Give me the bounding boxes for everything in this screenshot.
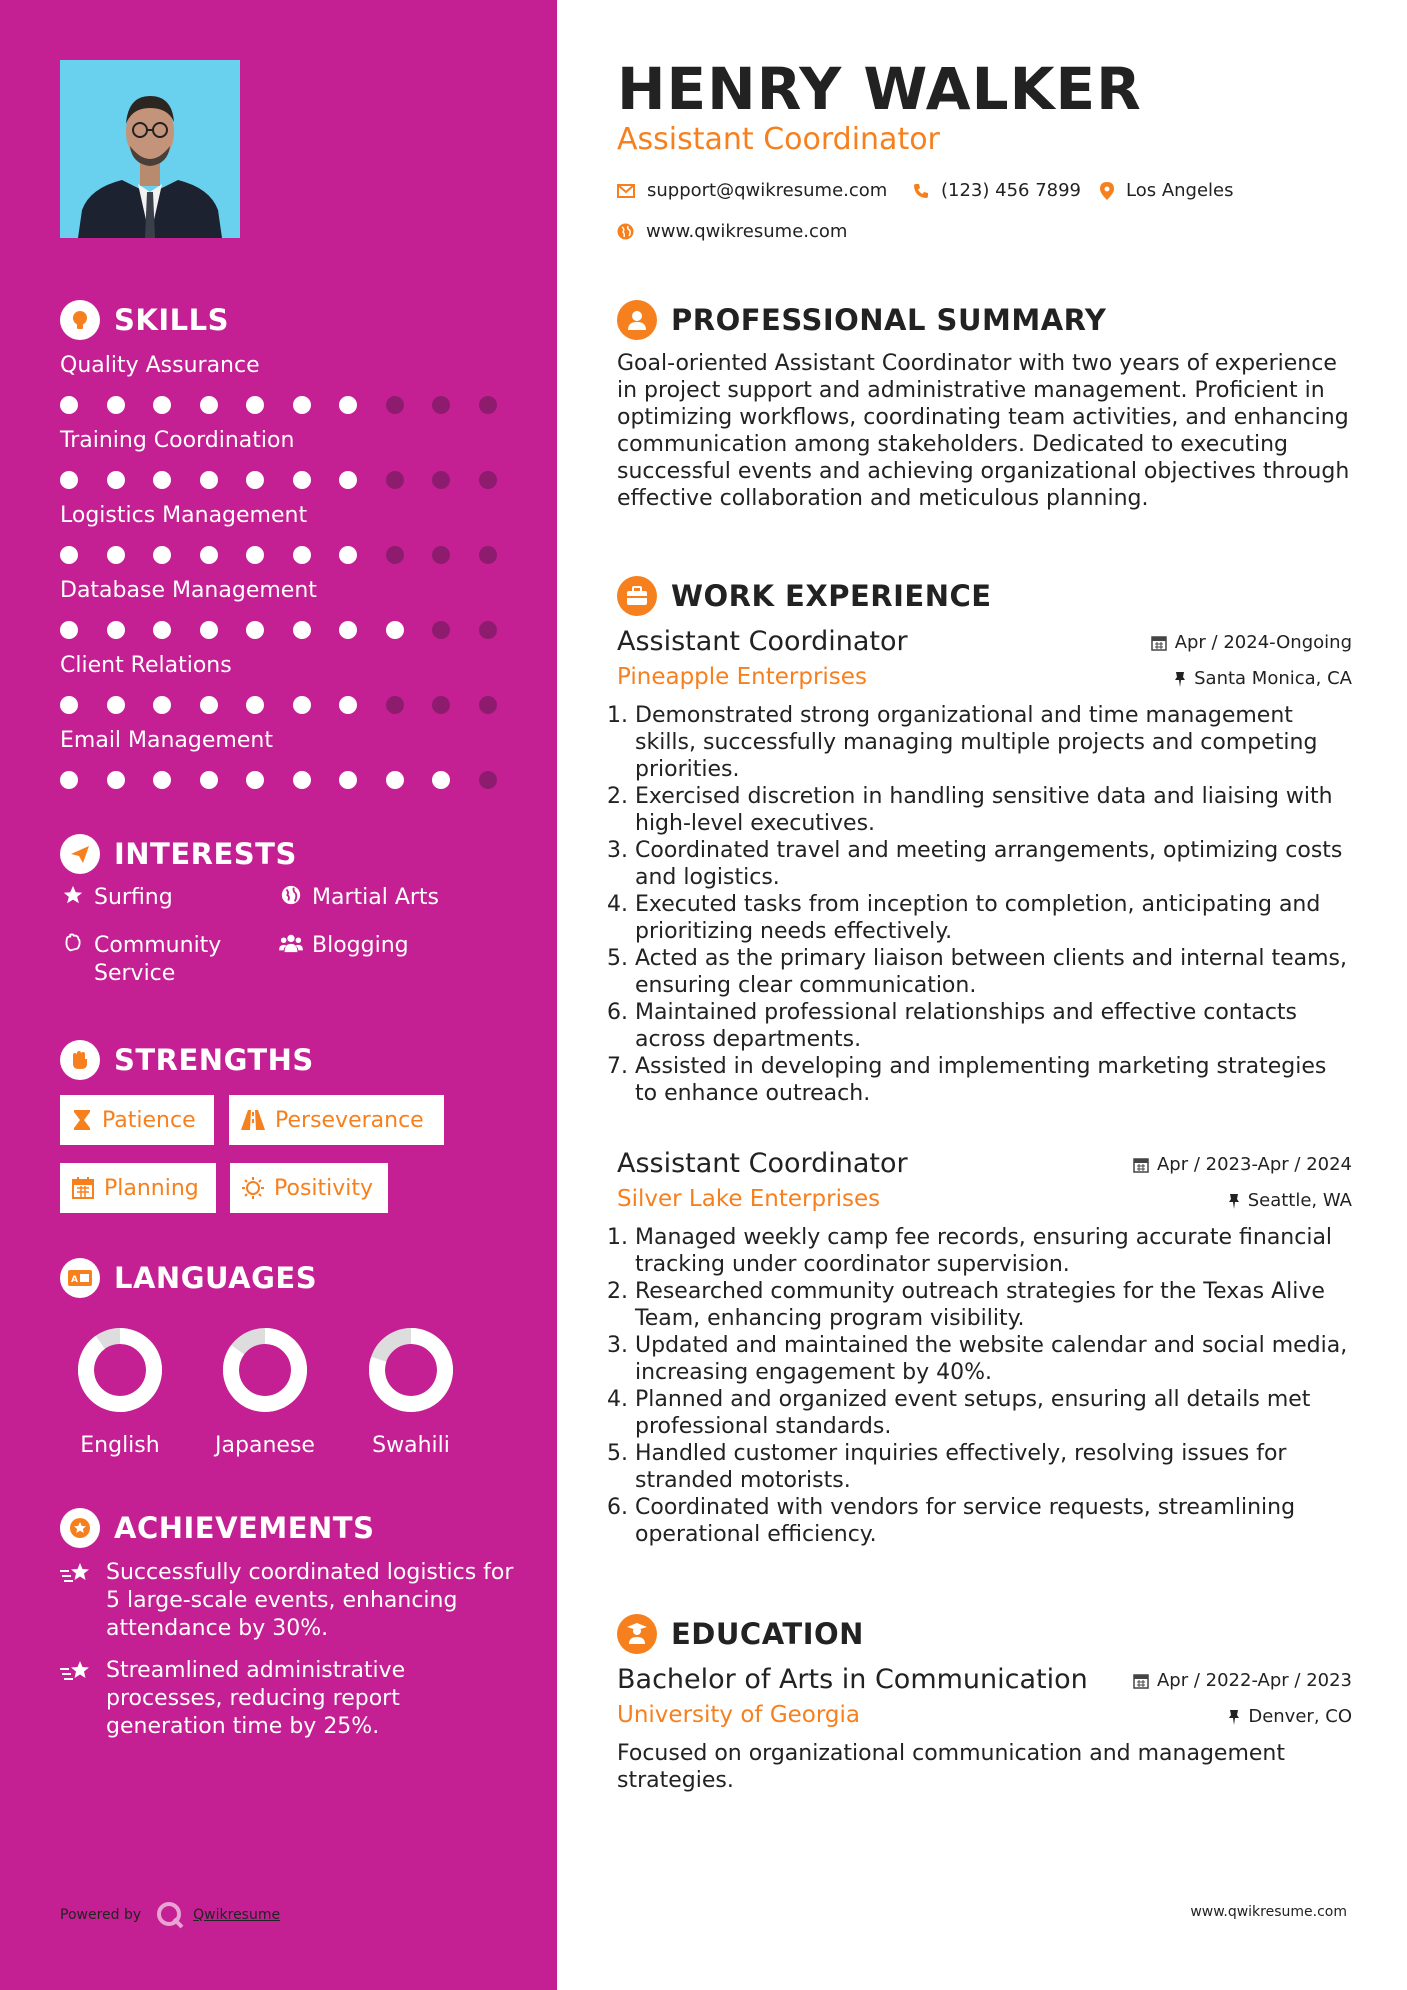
job-company: Pineapple Enterprises <box>617 664 867 690</box>
contact-phone <box>913 180 1081 201</box>
job-bullet: 4. Planned and organized event setups, ensuring all details met professional standards. <box>635 1386 1352 1440</box>
skill-rating <box>60 471 520 491</box>
job-bullet: 3. Coordinated travel and meeting arrangements, optimizing costs and logistics. <box>635 837 1352 891</box>
contact-email <box>617 180 887 201</box>
globe-icon <box>617 223 634 240</box>
sun-icon <box>242 1177 264 1199</box>
calendar-icon <box>1133 1157 1149 1173</box>
rating-dot-filled <box>107 396 125 414</box>
language-donut <box>351 1325 471 1415</box>
skill-rating <box>60 621 520 641</box>
job-dates-text: Apr / 2024-Ongoing <box>1174 632 1352 653</box>
strength-tag <box>60 1095 214 1145</box>
rating-dot-filled <box>200 546 218 564</box>
skill-name: Logistics Management <box>60 503 308 528</box>
user-icon <box>617 300 657 340</box>
job-location <box>1174 668 1352 689</box>
interest-item <box>60 932 260 988</box>
rating-dot-empty <box>432 621 450 639</box>
job-bullets <box>617 702 1352 1107</box>
job-bullet: 4. Executed tasks from inception to completion, anticipating and prioritizing needs effectively. <box>635 891 1352 945</box>
rating-dot-filled <box>246 696 264 714</box>
group-icon <box>278 932 304 962</box>
hourglass-icon <box>72 1109 92 1131</box>
website-text[interactable]: www.qwikresume.com <box>646 221 848 242</box>
language-item <box>60 1325 180 1458</box>
skill-name: Training Coordination <box>60 428 295 453</box>
rating-dot-filled <box>60 471 78 489</box>
rating-dot-filled <box>60 396 78 414</box>
rating-dot-empty <box>479 546 497 564</box>
languages-heading <box>60 1258 317 1298</box>
rating-dot-empty <box>432 471 450 489</box>
education-dates <box>1133 1670 1352 1691</box>
rating-dot-filled <box>107 471 125 489</box>
skill-item <box>60 428 520 491</box>
job-location <box>1228 1190 1352 1211</box>
phone-text[interactable]: (123) 456 7899 <box>941 180 1082 201</box>
achievements-heading <box>60 1508 374 1548</box>
skill-item <box>60 653 520 716</box>
main-content <box>557 0 1407 1990</box>
rating-dot-filled <box>200 471 218 489</box>
skills-heading <box>60 300 229 340</box>
rating-dot-filled <box>246 396 264 414</box>
lightbulb-icon <box>60 300 100 340</box>
rating-dot-empty <box>479 471 497 489</box>
education-description: Focused on organizational communication and management strategies. <box>617 1741 1285 1793</box>
strength-label: Planning <box>104 1175 199 1201</box>
calendar-icon <box>1151 635 1167 651</box>
job-bullet: 6. Maintained professional relationships and effective contacts across departments. <box>635 999 1352 1053</box>
strength-tag <box>60 1163 216 1213</box>
rating-dot-filled <box>339 546 357 564</box>
skill-item <box>60 503 520 566</box>
rating-dot-filled <box>386 771 404 789</box>
envelope-icon <box>617 184 635 198</box>
skill-rating <box>60 771 520 791</box>
rating-dot-empty <box>479 696 497 714</box>
job-bullet: 5. Handled customer inquiries effectively, resolving issues for stranded motorists. <box>635 1440 1352 1494</box>
rating-dot-filled <box>293 696 311 714</box>
education-location <box>1228 1706 1352 1727</box>
rating-dot-filled <box>107 771 125 789</box>
job-title: Assistant Coordinator <box>617 626 908 657</box>
rating-dot-filled <box>293 621 311 639</box>
map-pin-icon <box>1100 182 1114 200</box>
rating-dot-empty <box>479 771 497 789</box>
globe-icon <box>278 884 304 914</box>
qwikresume-logo-icon <box>155 1900 185 1930</box>
strengths-heading <box>60 1040 314 1080</box>
rating-dot-empty <box>386 696 404 714</box>
achievement-item <box>60 1657 520 1741</box>
rating-dot-filled <box>339 696 357 714</box>
rating-dot-filled <box>293 396 311 414</box>
rating-dot-filled <box>107 546 125 564</box>
rating-dot-filled <box>200 396 218 414</box>
paper-plane-icon <box>60 834 100 874</box>
interests-heading <box>60 834 297 874</box>
graduation-icon <box>617 1614 657 1654</box>
pin-icon <box>1174 671 1186 687</box>
education-entry <box>617 1664 1352 1794</box>
interests-title: INTERESTS <box>114 837 297 871</box>
job-bullet: 7. Assisted in developing and implementing marketing strategies to enhance outreach. <box>635 1053 1352 1107</box>
rating-dot-filled <box>60 546 78 564</box>
strength-label: Perseverance <box>275 1107 424 1133</box>
experience-heading <box>617 576 992 616</box>
job-bullet: 3. Updated and maintained the website calendar and social media, increasing engagement by 40%. <box>635 1332 1352 1386</box>
interest-item <box>278 932 518 962</box>
contact-location <box>1100 180 1234 201</box>
achievement-item <box>60 1559 520 1643</box>
job-bullet: 1. Managed weekly camp fee records, ensuring accurate financial tracking under coordinator supervision. <box>635 1224 1352 1278</box>
summary-text: Goal-oriented Assistant Coordinator with two years of experience in project support and administrative management. Proficient in optimizing workflows, coordinating team activities, and enhancing communication among stakeholders. Dedicated to executing successful events and achieving organizational objectives through effective collaboration and meticulous planning. <box>617 351 1350 511</box>
achievement-text: Streamlined administrative processes, reducing report generation time by 25%. <box>106 1658 406 1739</box>
job-bullet: 1. Demonstrated strong organizational and time management skills, successfully managing multiple projects and competing priorities. <box>635 702 1352 783</box>
language-name: English <box>80 1433 160 1458</box>
calendar-icon <box>1133 1673 1149 1689</box>
qwikresume-link[interactable]: Qwikresume <box>193 1907 281 1923</box>
summary-title: PROFESSIONAL SUMMARY <box>671 303 1107 337</box>
achievements-title: ACHIEVEMENTS <box>114 1511 375 1545</box>
rating-dot-filled <box>153 396 171 414</box>
rating-dot-filled <box>246 471 264 489</box>
candidate-role: Assistant Coordinator <box>617 122 940 157</box>
skill-item <box>60 353 520 416</box>
rating-dot-filled <box>107 621 125 639</box>
email-text[interactable]: support@qwikresume.com <box>647 180 888 201</box>
pin-icon <box>1228 1193 1240 1209</box>
rating-dot-filled <box>246 546 264 564</box>
experience-title: WORK EXPERIENCE <box>671 579 992 613</box>
pin-icon <box>1228 1709 1240 1725</box>
location-text: Los Angeles <box>1126 180 1234 201</box>
powered-by-label: Powered by <box>60 1907 142 1923</box>
skill-name: Email Management <box>60 728 273 753</box>
interest-label: Community Service <box>94 933 222 986</box>
skill-rating <box>60 396 520 416</box>
rating-dot-filled <box>339 771 357 789</box>
footer-url[interactable]: www.qwikresume.com <box>1190 1904 1347 1920</box>
rating-dot-filled <box>60 771 78 789</box>
rating-dot-filled <box>246 771 264 789</box>
job-dates-text: Apr / 2023-Apr / 2024 <box>1156 1154 1352 1175</box>
hand-icon <box>60 932 86 988</box>
rating-dot-filled <box>293 771 311 789</box>
rating-dot-filled <box>153 696 171 714</box>
rating-dot-filled <box>60 696 78 714</box>
rating-dot-empty <box>432 546 450 564</box>
rating-dot-filled <box>200 696 218 714</box>
job-bullet: 6. Coordinated with vendors for service requests, streamlining operational efficiency. <box>635 1494 1352 1548</box>
road-icon <box>241 1110 265 1130</box>
rating-dot-filled <box>293 471 311 489</box>
job-entry <box>617 1148 1352 1548</box>
rating-dot-filled <box>432 771 450 789</box>
language-donut <box>60 1325 180 1415</box>
skill-rating <box>60 546 520 566</box>
job-entry <box>617 626 1352 1107</box>
rating-dot-filled <box>107 696 125 714</box>
interest-label: Martial Arts <box>312 885 440 910</box>
powered-by <box>60 1900 280 1930</box>
language-donut-fill <box>86 1336 154 1404</box>
rating-dot-filled <box>200 771 218 789</box>
strengths-title: STRENGTHS <box>114 1043 314 1077</box>
rating-dot-empty <box>386 396 404 414</box>
job-dates <box>1151 632 1352 653</box>
rating-dot-filled <box>339 396 357 414</box>
strength-label: Patience <box>102 1107 196 1133</box>
svg-text:A: A <box>71 1275 78 1285</box>
job-bullets <box>617 1224 1352 1548</box>
rating-dot-empty <box>479 396 497 414</box>
profile-photo <box>60 60 240 238</box>
rating-dot-filled <box>153 621 171 639</box>
skill-rating <box>60 696 520 716</box>
candidate-name: HENRY WALKER <box>617 55 1142 123</box>
interest-item <box>278 884 518 914</box>
education-dates-text: Apr / 2022-Apr / 2023 <box>1156 1670 1352 1691</box>
rating-dot-filled <box>153 546 171 564</box>
achievement-text: Successfully coordinated logistics for 5 large-scale events, enhancing attendance by 30%. <box>106 1560 514 1641</box>
education-school: University of Georgia <box>617 1702 860 1728</box>
skill-name: Database Management <box>60 578 317 603</box>
rating-dot-filled <box>386 621 404 639</box>
rating-dot-empty <box>386 471 404 489</box>
rating-dot-filled <box>153 471 171 489</box>
job-dates <box>1133 1154 1352 1175</box>
rating-dot-filled <box>153 771 171 789</box>
job-title: Assistant Coordinator <box>617 1148 908 1179</box>
education-degree: Bachelor of Arts in Communication <box>617 1664 1088 1695</box>
rating-dot-empty <box>432 396 450 414</box>
language-donut <box>205 1325 325 1415</box>
rating-dot-empty <box>386 546 404 564</box>
rating-dot-empty <box>479 621 497 639</box>
calendar-icon <box>72 1177 94 1199</box>
rating-dot-filled <box>339 471 357 489</box>
strength-tag <box>229 1095 444 1145</box>
rating-dot-filled <box>200 621 218 639</box>
skill-item <box>60 728 520 791</box>
strength-label: Positivity <box>274 1175 374 1201</box>
languages-title: LANGUAGES <box>114 1261 318 1295</box>
language-name: Swahili <box>372 1433 450 1458</box>
rating-dot-filled <box>60 621 78 639</box>
skill-name: Client Relations <box>60 653 232 678</box>
education-location-text: Denver, CO <box>1248 1706 1352 1727</box>
rating-dot-empty <box>432 696 450 714</box>
education-title: EDUCATION <box>671 1617 864 1651</box>
job-location-text: Santa Monica, CA <box>1194 668 1352 689</box>
job-company: Silver Lake Enterprises <box>617 1186 881 1212</box>
rating-dot-filled <box>246 621 264 639</box>
language-name: Japanese <box>215 1433 315 1458</box>
summary-heading <box>617 300 1106 340</box>
sidebar <box>0 0 557 1990</box>
language-icon <box>60 1258 100 1298</box>
education-heading <box>617 1614 864 1654</box>
job-location-text: Seattle, WA <box>1247 1190 1352 1211</box>
job-bullet: 2. Researched community outreach strategies for the Texas Alive Team, enhancing program visibility. <box>635 1278 1352 1332</box>
contact-website <box>617 221 847 242</box>
job-bullet: 2. Exercised discretion in handling sensitive data and liaising with high-level executives. <box>635 783 1352 837</box>
star-icon <box>60 884 86 914</box>
interest-label: Surfing <box>94 885 173 910</box>
strength-tag <box>230 1163 388 1213</box>
job-bullet: 5. Acted as the primary liaison between clients and internal teams, ensuring clear communication. <box>635 945 1352 999</box>
language-item <box>205 1325 325 1458</box>
skill-name: Quality Assurance <box>60 353 260 378</box>
interest-item <box>60 884 260 914</box>
star-badge-icon <box>60 1508 100 1548</box>
interest-label: Blogging <box>312 933 409 958</box>
phone-icon <box>913 183 929 199</box>
shooting-star-icon <box>60 1559 96 1643</box>
language-item <box>351 1325 471 1458</box>
skill-item <box>60 578 520 641</box>
rating-dot-filled <box>339 621 357 639</box>
skills-title: SKILLS <box>114 303 229 337</box>
rating-dot-filled <box>293 546 311 564</box>
shooting-star-icon <box>60 1657 96 1741</box>
fist-icon <box>60 1040 100 1080</box>
briefcase-icon <box>617 576 657 616</box>
